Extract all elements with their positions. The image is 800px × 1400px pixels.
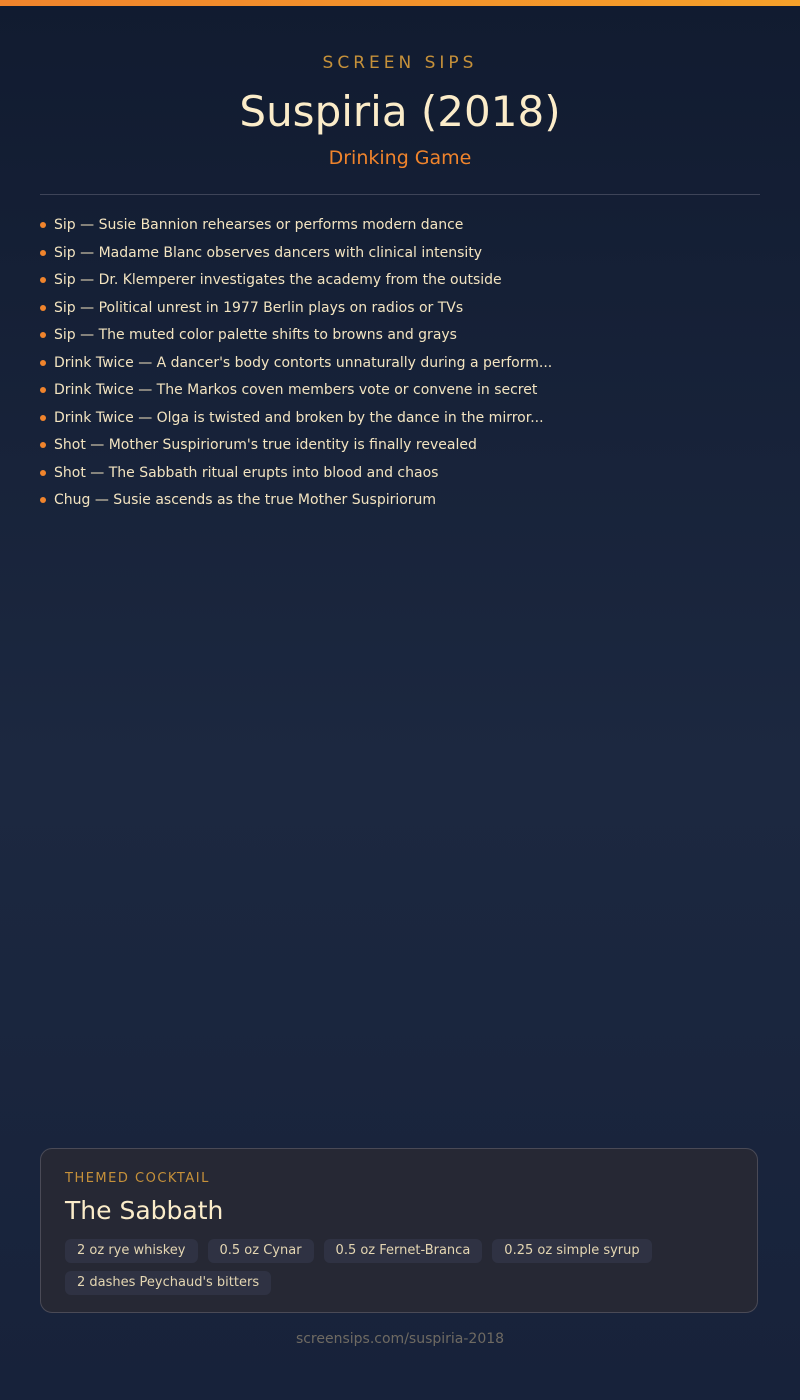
- rule-item: [40, 434, 760, 462]
- bullet-icon: [40, 277, 46, 283]
- ingredient-list: [65, 1239, 735, 1295]
- brand-label: SCREEN SIPS: [322, 53, 478, 73]
- bullet-icon: [40, 222, 46, 228]
- rule-text: Sip — Dr. Klemperer investigates the academy from the outside: [54, 272, 502, 288]
- cocktail-section-label: THEMED COCKTAIL: [65, 1171, 210, 1186]
- rule-text: Shot — The Sabbath ritual erupts into blood and chaos: [54, 464, 439, 481]
- bullet-icon: [40, 442, 46, 448]
- footer-url[interactable]: screensips.com/suspiria-2018: [295, 1331, 505, 1347]
- rule-item: [40, 297, 760, 325]
- ingredient-chip: 0.25 oz simple syrup: [492, 1239, 651, 1263]
- rule-item: [40, 379, 760, 407]
- bullet-icon: [40, 470, 46, 476]
- rule-item: [40, 489, 760, 517]
- rule-text: Drink Twice — The Markos coven members vote or convene in secret: [54, 382, 538, 398]
- rule-item: [40, 269, 760, 297]
- rule-text: Chug — Susie ascends as the true Mother Suspiriorum: [54, 492, 437, 508]
- rule-item: [40, 324, 760, 352]
- cocktail-name: The Sabbath: [65, 1196, 224, 1225]
- page-subtitle: Drinking Game: [328, 147, 472, 169]
- bullet-icon: [40, 497, 46, 503]
- accent-top-bar: [0, 0, 800, 6]
- page-title: Suspiria (2018): [239, 87, 561, 136]
- bullet-icon: [40, 332, 46, 338]
- ingredient-chip: 2 dashes Peychaud's bitters: [65, 1271, 271, 1295]
- bullet-icon: [40, 360, 46, 366]
- rule-text: Drink Twice — Olga is twisted and broken by the dance in the mirror...: [54, 409, 544, 426]
- rule-text: Drink Twice — A dancer's body contorts unnaturally during a perform...: [54, 354, 553, 371]
- rule-item: [40, 242, 760, 270]
- ingredient-chip: 2 oz rye whiskey: [65, 1239, 198, 1263]
- rule-item: [40, 352, 760, 380]
- ingredient-chip: 0.5 oz Fernet-Branca: [324, 1239, 483, 1263]
- rule-item: [40, 462, 760, 490]
- bullet-icon: [40, 387, 46, 393]
- rule-text: Sip — The muted color palette shifts to browns and grays: [54, 327, 457, 343]
- bullet-icon: [40, 305, 46, 311]
- bullet-icon: [40, 250, 46, 256]
- rule-item: [40, 214, 760, 242]
- bullet-icon: [40, 415, 46, 421]
- ingredient-chip: 0.5 oz Cynar: [208, 1239, 314, 1263]
- rule-item: [40, 407, 760, 435]
- header-divider: [40, 194, 760, 195]
- rules-list: [40, 214, 760, 517]
- cocktail-card: [40, 1148, 758, 1313]
- rule-text: Sip — Political unrest in 1977 Berlin plays on radios or TVs: [54, 299, 464, 316]
- rule-text: Sip — Madame Blanc observes dancers with clinical intensity: [54, 244, 483, 261]
- rule-text: Sip — Susie Bannion rehearses or performs modern dance: [54, 217, 464, 233]
- rule-text: Shot — Mother Suspiriorum's true identity is finally revealed: [54, 437, 477, 453]
